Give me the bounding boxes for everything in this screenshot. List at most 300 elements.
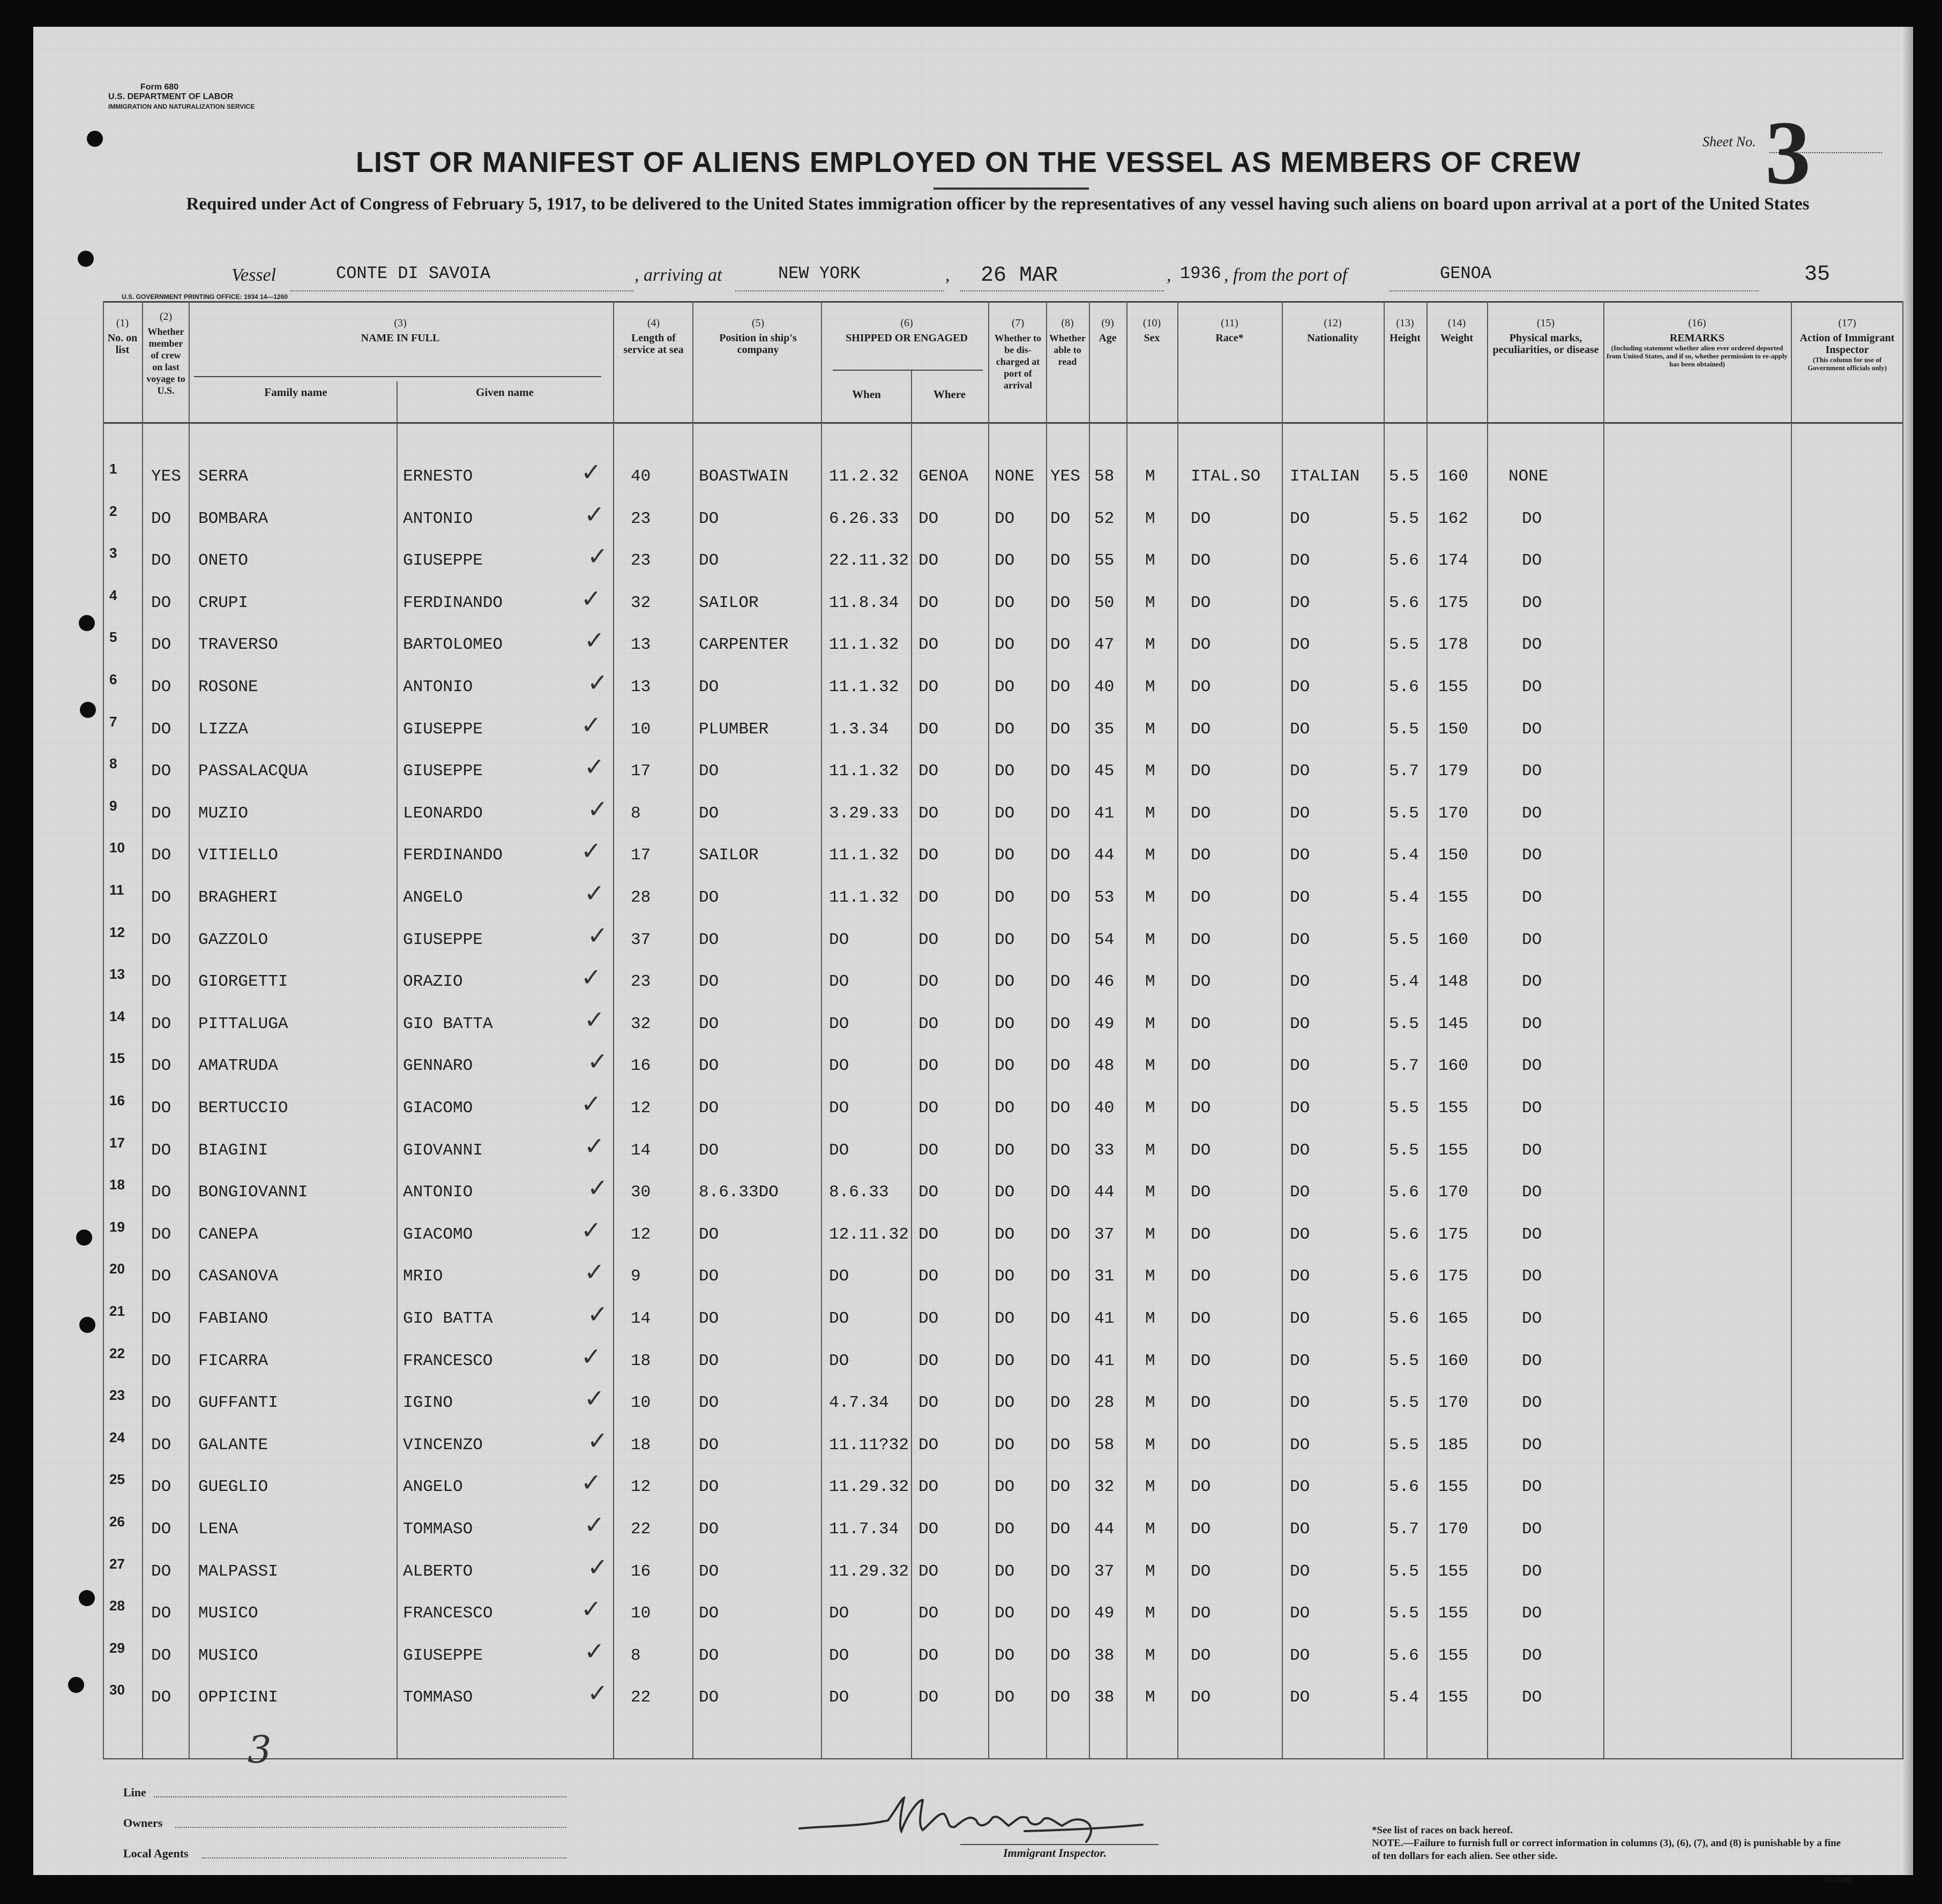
check-mark-icon: ✓ bbox=[587, 1552, 608, 1581]
weight-cell: 155 bbox=[1438, 1141, 1468, 1160]
check-mark-icon: ✓ bbox=[581, 1468, 602, 1497]
service-length-cell: 16 bbox=[631, 1562, 651, 1581]
sex-cell: M bbox=[1145, 635, 1155, 655]
position-cell: DO bbox=[699, 1267, 719, 1286]
binder-hole bbox=[68, 1677, 84, 1693]
given-name-cell: ANTONIO bbox=[403, 1183, 473, 1202]
service-length-cell: 12 bbox=[631, 1478, 651, 1497]
service-length-cell: 14 bbox=[631, 1141, 651, 1160]
weight-cell: 175 bbox=[1438, 1225, 1468, 1244]
discharge-cell: NONE bbox=[995, 467, 1035, 486]
service-length-cell: 10 bbox=[631, 1604, 651, 1623]
physical-marks-cell: DO bbox=[1522, 1014, 1542, 1033]
check-mark-icon: ✓ bbox=[587, 1426, 608, 1455]
shipped-where-cell: DO bbox=[918, 972, 939, 992]
title-underline bbox=[933, 188, 1089, 190]
race-cell: DO bbox=[1191, 1688, 1211, 1707]
height-cell: 5.5 bbox=[1389, 635, 1419, 655]
service-length-cell: 8 bbox=[631, 1646, 641, 1665]
service-length-cell: 10 bbox=[631, 1393, 651, 1413]
family-name-cell: ONETO bbox=[198, 551, 249, 571]
family-name-cell: CASANOVA bbox=[198, 1267, 278, 1286]
nationality-cell: DO bbox=[1290, 635, 1310, 655]
service-length-cell: 9 bbox=[631, 1267, 641, 1286]
shipped-when-cell: DO bbox=[829, 1688, 849, 1707]
shipped-where-cell: DO bbox=[918, 678, 939, 696]
discharge-cell: DO bbox=[995, 1141, 1015, 1160]
table-row bbox=[103, 1594, 1903, 1645]
previous-voyage-cell: DO bbox=[151, 509, 171, 528]
check-mark-icon: ✓ bbox=[584, 1384, 605, 1413]
shipped-when-cell: 11.1.32 bbox=[829, 762, 899, 781]
check-mark-icon: ✓ bbox=[581, 1215, 602, 1245]
races-note: *See list of races on back hereof. bbox=[1372, 1825, 1513, 1836]
discharge-cell: DO bbox=[995, 1562, 1015, 1581]
able-to-read-cell: DO bbox=[1050, 678, 1071, 696]
service-length-cell: 40 bbox=[631, 467, 651, 486]
check-mark-icon: ✓ bbox=[587, 542, 608, 571]
table-row bbox=[103, 879, 1903, 929]
physical-marks-cell: DO bbox=[1522, 678, 1542, 696]
previous-voyage-cell: DO bbox=[151, 1688, 171, 1707]
weight-cell: 160 bbox=[1438, 1351, 1468, 1370]
given-name-cell: ANTONIO bbox=[403, 678, 473, 696]
able-to-read-cell: DO bbox=[1050, 1520, 1071, 1539]
discharge-cell: DO bbox=[995, 1099, 1015, 1118]
shipped-where-cell: DO bbox=[918, 1099, 939, 1118]
shipped-where-cell: DO bbox=[918, 1646, 939, 1665]
crew-table bbox=[103, 301, 1903, 1758]
nationality-cell: DO bbox=[1290, 846, 1310, 865]
able-to-read-cell: DO bbox=[1050, 1688, 1071, 1707]
col-header-previous-voyage: (2) Whether member of crew on last voyage to U.S. bbox=[146, 311, 185, 396]
race-cell: DO bbox=[1191, 762, 1211, 781]
sex-cell: M bbox=[1145, 1351, 1155, 1370]
height-cell: 5.5 bbox=[1389, 1604, 1419, 1623]
discharge-cell: DO bbox=[995, 1351, 1015, 1370]
age-cell: 47 bbox=[1094, 635, 1115, 655]
binder-hole bbox=[87, 131, 103, 147]
shipped-where-cell: DO bbox=[918, 1351, 939, 1370]
service-length-cell: 8 bbox=[631, 804, 641, 823]
shipped-when-cell: DO bbox=[829, 1014, 849, 1033]
shipped-where-cell: DO bbox=[918, 846, 939, 865]
position-cell: DO bbox=[699, 1056, 719, 1076]
position-cell: DO bbox=[699, 1014, 719, 1033]
check-mark-icon: ✓ bbox=[584, 879, 605, 908]
shipped-where-cell: DO bbox=[918, 1393, 939, 1413]
binder-hole bbox=[79, 1590, 95, 1606]
family-name-cell: LENA bbox=[198, 1520, 238, 1539]
physical-marks-cell: DO bbox=[1522, 635, 1542, 655]
arriving-label: , arriving at bbox=[634, 265, 722, 285]
race-cell: DO bbox=[1191, 1435, 1211, 1455]
tally-mark: 3 bbox=[248, 1728, 272, 1772]
given-name-cell: ALBERTO bbox=[403, 1562, 473, 1581]
family-name-cell: BERTUCCIO bbox=[198, 1099, 288, 1118]
port-dotline bbox=[735, 290, 944, 291]
sex-cell: M bbox=[1145, 762, 1155, 781]
check-mark-icon: ✓ bbox=[581, 1341, 602, 1371]
sex-cell: M bbox=[1145, 509, 1155, 528]
race-cell: DO bbox=[1191, 1099, 1211, 1118]
row-number: 26 bbox=[109, 1513, 125, 1530]
shipped-when-cell: DO bbox=[829, 1267, 849, 1286]
shipped-when-cell: 8.6.33 bbox=[829, 1183, 889, 1202]
previous-voyage-cell: DO bbox=[151, 804, 171, 823]
service-length-cell: 32 bbox=[631, 1014, 651, 1033]
shipped-where-cell: DO bbox=[918, 593, 939, 612]
height-cell: 5.5 bbox=[1389, 930, 1419, 949]
able-to-read-cell: DO bbox=[1050, 1056, 1071, 1076]
height-cell: 5.7 bbox=[1389, 1520, 1419, 1539]
race-cell: DO bbox=[1191, 846, 1211, 865]
inspector-signature bbox=[794, 1781, 1180, 1847]
check-mark-icon: ✓ bbox=[587, 1678, 608, 1708]
discharge-cell: DO bbox=[995, 1435, 1015, 1455]
row-number: 5 bbox=[109, 629, 117, 646]
shipped-where-cell: DO bbox=[918, 719, 939, 739]
position-cell: DO bbox=[699, 930, 719, 949]
date-dotline bbox=[960, 290, 1164, 291]
table-row bbox=[103, 836, 1903, 887]
page-subtitle: Required under Act of Congress of February 5, 1917, to be delivered to the United States immigration officer by the representatives of any vessel having such aliens on board upon arrival at a port of the United States bbox=[186, 194, 1810, 214]
shipped-where-cell: DO bbox=[918, 1562, 939, 1581]
physical-marks-cell: DO bbox=[1522, 888, 1542, 907]
height-cell: 5.7 bbox=[1389, 1056, 1419, 1076]
service-length-cell: 13 bbox=[631, 635, 651, 655]
service-name: IMMIGRATION AND NATURALIZATION SERVICE bbox=[108, 103, 255, 110]
check-mark-icon: ✓ bbox=[587, 1047, 608, 1076]
binder-hole bbox=[79, 1317, 95, 1333]
previous-voyage-cell: DO bbox=[151, 719, 171, 739]
age-cell: 49 bbox=[1094, 1014, 1115, 1033]
table-row bbox=[103, 1341, 1903, 1393]
shipped-where-cell: DO bbox=[918, 1225, 939, 1244]
height-cell: 5.6 bbox=[1389, 1646, 1419, 1665]
weight-cell: 150 bbox=[1438, 719, 1468, 739]
height-cell: 5.6 bbox=[1389, 593, 1419, 612]
discharge-cell: DO bbox=[995, 1309, 1015, 1328]
nationality-cell: DO bbox=[1290, 1351, 1310, 1370]
table-row bbox=[103, 794, 1903, 845]
col-header-position: (5) Position in ship's company bbox=[719, 317, 797, 356]
form-number: Form 680 bbox=[140, 83, 179, 92]
able-to-read-cell: DO bbox=[1050, 972, 1071, 992]
row-number: 2 bbox=[109, 503, 117, 519]
given-name-cell: ERNESTO bbox=[403, 467, 473, 486]
age-cell: 49 bbox=[1094, 1604, 1115, 1623]
weight-cell: 162 bbox=[1438, 509, 1468, 528]
row-number: 16 bbox=[109, 1092, 125, 1108]
shipped-where-cell: DO bbox=[918, 1141, 939, 1160]
given-name-cell: FRANCESCO bbox=[403, 1351, 493, 1370]
given-name-cell: GIUSEPPE bbox=[403, 1646, 483, 1665]
shipped-when-cell: 11.1.32 bbox=[829, 888, 899, 907]
physical-marks-cell: DO bbox=[1522, 972, 1542, 992]
given-name-cell: TOMMASO bbox=[403, 1688, 473, 1707]
weight-cell: 155 bbox=[1438, 678, 1468, 696]
position-cell: 8.6.33DO bbox=[699, 1183, 779, 1202]
height-cell: 5.6 bbox=[1389, 1309, 1419, 1328]
nationality-cell: DO bbox=[1290, 593, 1310, 612]
shipped-when-cell: 22.11.32 bbox=[829, 551, 909, 571]
age-cell: 31 bbox=[1094, 1267, 1115, 1286]
able-to-read-cell: DO bbox=[1050, 1435, 1071, 1455]
given-name-cell: FERDINANDO bbox=[403, 846, 503, 865]
height-cell: 5.5 bbox=[1389, 719, 1419, 739]
row-number: 6 bbox=[109, 671, 117, 687]
shipped-where-cell: DO bbox=[918, 551, 939, 571]
race-cell: DO bbox=[1191, 1267, 1211, 1286]
service-length-cell: 12 bbox=[631, 1225, 651, 1244]
nationality-cell: DO bbox=[1290, 1309, 1310, 1328]
age-cell: 54 bbox=[1094, 930, 1115, 949]
race-cell: DO bbox=[1191, 1141, 1211, 1160]
physical-marks-cell: DO bbox=[1522, 930, 1542, 949]
race-cell: DO bbox=[1191, 1183, 1211, 1202]
race-cell: DO bbox=[1191, 509, 1211, 528]
check-mark-icon: ✓ bbox=[584, 752, 605, 782]
table-row bbox=[103, 499, 1903, 551]
table-row bbox=[103, 1173, 1903, 1224]
position-cell: SAILOR bbox=[699, 846, 759, 865]
given-name-cell: LEONARDO bbox=[403, 804, 483, 823]
col-header-shipped: (6) SHIPPED OR ENGAGED bbox=[846, 317, 968, 344]
col-header-family-name: Family name bbox=[264, 386, 327, 399]
service-length-cell: 18 bbox=[631, 1435, 651, 1455]
position-cell: DO bbox=[699, 678, 719, 696]
age-cell: 37 bbox=[1094, 1562, 1115, 1581]
sex-cell: M bbox=[1145, 1225, 1155, 1244]
nationality-cell: DO bbox=[1290, 804, 1310, 823]
discharge-cell: DO bbox=[995, 509, 1015, 528]
family-name-cell: FABIANO bbox=[198, 1309, 268, 1328]
page-title: LIST OR MANIFEST OF ALIENS EMPLOYED ON THE VESSEL AS MEMBERS OF CREW bbox=[355, 146, 1581, 178]
sex-cell: M bbox=[1145, 1267, 1155, 1286]
able-to-read-cell: DO bbox=[1050, 888, 1071, 907]
age-cell: 40 bbox=[1094, 1099, 1115, 1118]
given-name-cell: BARTOLOMEO bbox=[403, 635, 503, 655]
discharge-cell: DO bbox=[995, 762, 1015, 781]
form-code: 14—1260 bbox=[1824, 1876, 1853, 1884]
vessel-dotline bbox=[290, 290, 633, 291]
given-name-cell: GIACOMO bbox=[403, 1099, 473, 1118]
shipped-when-cell: DO bbox=[829, 1646, 849, 1665]
discharge-cell: DO bbox=[995, 804, 1015, 823]
race-cell: DO bbox=[1191, 972, 1211, 992]
shipped-where-cell: DO bbox=[918, 635, 939, 655]
previous-voyage-cell: DO bbox=[151, 1604, 171, 1623]
from-port-dotline bbox=[1389, 290, 1759, 291]
sex-cell: M bbox=[1145, 678, 1155, 696]
physical-marks-cell: NONE bbox=[1508, 467, 1549, 486]
row-number: 24 bbox=[109, 1429, 125, 1445]
age-cell: 48 bbox=[1094, 1056, 1115, 1076]
service-length-cell: 23 bbox=[631, 551, 651, 571]
able-to-read-cell: DO bbox=[1050, 593, 1071, 612]
family-name-cell: GAZZOLO bbox=[198, 930, 268, 949]
race-cell: DO bbox=[1191, 1646, 1211, 1665]
able-to-read-cell: DO bbox=[1050, 1478, 1071, 1497]
age-cell: 44 bbox=[1094, 846, 1115, 865]
physical-marks-cell: DO bbox=[1522, 1056, 1542, 1076]
previous-voyage-cell: DO bbox=[151, 888, 171, 907]
arrival-port: NEW YORK bbox=[778, 264, 861, 283]
shipped-when-cell: 12.11.32 bbox=[829, 1225, 909, 1244]
nationality-cell: DO bbox=[1290, 1225, 1310, 1244]
family-name-cell: GALANTE bbox=[198, 1435, 268, 1455]
nationality-cell: DO bbox=[1290, 1267, 1310, 1286]
shipped-when-cell: 3.29.33 bbox=[829, 804, 899, 823]
race-cell: DO bbox=[1191, 1351, 1211, 1370]
weight-cell: 165 bbox=[1438, 1309, 1468, 1328]
shipped-where-cell: DO bbox=[918, 1520, 939, 1539]
able-to-read-cell: DO bbox=[1050, 1099, 1071, 1118]
vessel-label: Vessel bbox=[231, 265, 277, 285]
check-mark-icon: ✓ bbox=[584, 1131, 605, 1160]
shipped-when-cell: 11.29.32 bbox=[829, 1478, 909, 1497]
nationality-cell: DO bbox=[1290, 1646, 1310, 1665]
weight-cell: 155 bbox=[1438, 1562, 1468, 1581]
position-cell: SAILOR bbox=[699, 593, 759, 612]
table-row bbox=[103, 583, 1903, 635]
row-number: 27 bbox=[109, 1555, 125, 1572]
age-cell: 41 bbox=[1094, 1309, 1115, 1328]
previous-voyage-cell: DO bbox=[151, 1351, 171, 1370]
race-cell: DO bbox=[1191, 1225, 1211, 1244]
row-number: 17 bbox=[109, 1134, 125, 1151]
able-to-read-cell: DO bbox=[1050, 1183, 1071, 1202]
previous-voyage-cell: DO bbox=[151, 1520, 171, 1539]
col-header-service: (4) Length of service at sea bbox=[623, 317, 684, 356]
col-header-number: (1) No. on list bbox=[107, 317, 138, 356]
nationality-cell: DO bbox=[1290, 1520, 1310, 1539]
binder-hole bbox=[80, 702, 96, 718]
row-number: 4 bbox=[109, 587, 117, 603]
shipped-where-cell: DO bbox=[918, 1688, 939, 1707]
service-length-cell: 10 bbox=[631, 719, 651, 739]
height-cell: 5.6 bbox=[1389, 1225, 1419, 1244]
table-row bbox=[103, 710, 1903, 761]
sex-cell: M bbox=[1145, 593, 1155, 612]
physical-marks-cell: DO bbox=[1522, 1604, 1542, 1623]
position-cell: DO bbox=[699, 888, 719, 907]
local-agents-label: Local Agents bbox=[123, 1847, 189, 1860]
physical-marks-cell: DO bbox=[1522, 762, 1542, 781]
able-to-read-cell: DO bbox=[1050, 635, 1071, 655]
table-row bbox=[103, 1089, 1903, 1140]
form-identifier bbox=[108, 83, 255, 111]
given-name-cell: GIUSEPPE bbox=[403, 930, 483, 949]
manifest-sheet: Form 680 U.S. DEPARTMENT OF LABOR IMMIGRATION AND NATURALIZATION SERVICE LIST OR MANIFEST OF ALIENS EMPLOYED ON THE VESSEL AS MEMBERS OF CREW Required under Act of Congress of February 5, 1917, to be delivered to the United States immigration officer by the representatives of any vessel having such aliens on board upon arrival at a port of the United States Sheet No. 3 Vessel CONTE DI SAVOIA , arriving at NEW YORK , 26 MAR , 1936 , from the port of GENOA 35 U.S. GOVERNMENT PRINTING OFFICE: 1934 14—1260 (1) No. on list (2) Whether member of crew on last voyage to U.S. (3) NAME IN FULL Family name Given name (4) Length of service at sea (5) Position in ship's company (6) SHIPPED OR ENGAGED When Where (7) Whether to be dis-charged at port of arrival (8) Whether able to read (9) Age (10) Sex (11) Race* (12) Nationality (13) Height (14) Weight (15) Physical marks, peculiarities, or disease (16) REMARKS (Including statement whether alien ever ordered deported from United States, and if so, whether permission to re-apply has been obtained) (17) Action of Immigrant Inspector (This column for use of Government officials only) 1 YES SERRA ERNESTO 40 BOASTWAIN 11.2.32 GENOA NONE YES 58 M ITAL.SO ITALIAN 5.5 160 NONE ✓ 2 DO BOMBARA ANTONIO 23 DO 6.26.33 DO DO DO 52 M DO DO 5.5 162 DO ✓ 3 DO ONETO GIUSEPPE 23 DO 22.11.32 DO DO DO 55 M DO DO 5.6 174 DO ✓ 4 DO CRUPI FERDINANDO 32 SAILOR 11.8.34 DO DO DO 50 M DO DO 5.6 175 DO ✓ 5 DO TRAVERSO BARTOLOMEO 13 CARPENTER 11.1.32 DO DO DO 47 M DO DO 5.5 178 DO ✓ 6 DO ROSONE ANTONIO 13 DO 11.1.32 DO DO DO 40 M DO DO 5.6 155 DO ✓ 7 DO LIZZA GIUSEPPE 10 PLUMBER 1.3.34 DO DO DO 35 M DO DO 5.5 150 DO ✓ 8 DO PASSALACQUA GIUSEPPE 17 DO 11.1.32 DO DO DO 45 M DO DO 5.7 179 DO ✓ 9 DO MUZIO LEONARDO 8 DO 3.29.33 DO DO DO 41 M DO DO 5.5 170 DO ✓ 10 DO VITIELLO FERDINANDO 17 SAILOR 11.1.32 DO DO DO 44 M DO DO 5.4 150 DO ✓ 11 DO BRAGHERI ANGELO 28 DO 11.1.32 DO DO DO 53 M DO DO 5.4 155 DO ✓ 12 DO GAZZOLO GIUSEPPE 37 DO DO DO DO DO 54 M DO DO 5.5 160 DO ✓ 13 DO GIORGETTI ORAZIO 23 DO DO DO DO DO 46 M DO DO 5.4 148 DO ✓ 14 DO PITTALUGA GIO BATTA 32 DO DO DO DO DO 49 M DO DO 5.5 145 DO ✓ 15 DO AMATRUDA GENNARO 16 DO DO DO DO DO 48 M DO DO 5.7 160 DO ✓ 16 DO BERTUCCIO GIACOMO 12 DO DO DO DO DO 40 M DO DO 5.5 155 DO ✓ 17 DO BIAGINI GIOVANNI 14 DO DO DO DO DO 33 M DO DO 5.5 155 DO ✓ 18 DO BONGIOVANNI ANTONIO 30 8.6.33DO 8.6.33 DO DO DO 44 M DO DO 5.6 170 DO ✓ 19 DO CANEPA GIACOMO 12 DO 12.11.32 DO DO DO 37 M DO DO 5.6 175 DO ✓ 20 DO CASANOVA MRIO 9 DO DO DO DO DO 31 M DO DO 5.6 175 DO ✓ 21 DO FABIANO GIO BATTA 14 DO DO DO DO DO 41 M DO DO 5.6 165 DO ✓ 22 DO FICARRA FRANCESCO 18 DO DO DO DO DO 41 M DO DO 5.5 160 DO ✓ 23 DO GUFFANTI IGINO 10 DO 4.7.34 DO DO DO 28 M DO DO 5.5 170 DO ✓ 24 DO GALANTE VINCENZO 18 DO 11.11?32 DO DO DO 58 M DO DO 5.5 185 DO ✓ 25 DO GUEGLIO ANGELO 12 DO 11.29.32 DO DO DO 32 M DO DO 5.6 155 DO ✓ 26 DO LENA TOMMASO 22 DO 11.7.34 DO DO DO 44 M DO DO 5.7 170 DO ✓ 27 DO MALPASSI ALBERTO 16 DO 11.29.32 DO DO DO 37 M DO DO 5.5 155 DO ✓ 28 DO MUSICO FRANCESCO 10 DO DO DO DO DO 49 M DO DO 5.5 155 DO ✓ 29 DO MUSICO GIUSEPPE 8 DO DO DO DO DO 38 M DO DO 5.6 155 DO ✓ 30 DO OPPICINI TOMMASO 22 DO DO DO DO DO 38 M DO DO 5.4 155 DO ✓ 3 Line Owners Local Agents Montgomery Immigrant Inspector. *See list of races on back hereof. NOTE.—Failure to furnish full or correct information in columns (3), (6), (7), and (8) is punishable by a fine of ten dollars for each alien. See other side. 14—1260 bbox=[33, 27, 1903, 1875]
previous-voyage-cell: DO bbox=[151, 930, 171, 949]
sex-cell: M bbox=[1145, 930, 1155, 949]
nationality-cell: DO bbox=[1290, 1562, 1310, 1581]
weight-cell: 185 bbox=[1438, 1435, 1468, 1455]
able-to-read-cell: DO bbox=[1050, 1225, 1071, 1244]
physical-marks-cell: DO bbox=[1522, 1478, 1542, 1497]
height-cell: 5.5 bbox=[1389, 804, 1419, 823]
shipped-when-cell: 6.26.33 bbox=[829, 509, 899, 528]
given-name-cell: GIUSEPPE bbox=[403, 719, 483, 739]
given-name-cell: GIACOMO bbox=[403, 1225, 473, 1244]
weight-cell: 170 bbox=[1438, 804, 1468, 823]
height-cell: 5.5 bbox=[1389, 1014, 1419, 1033]
discharge-cell: DO bbox=[995, 846, 1015, 865]
nationality-cell: DO bbox=[1290, 551, 1310, 571]
table-row bbox=[103, 1300, 1903, 1351]
previous-voyage-cell: DO bbox=[151, 551, 171, 571]
shipped-where-cell: DO bbox=[918, 888, 939, 907]
discharge-cell: DO bbox=[995, 1478, 1015, 1497]
nationality-cell: DO bbox=[1290, 762, 1310, 781]
failure-note: NOTE.—Failure to furnish full or correct information in columns (3), (6), (7), and (8) is punishable by a fine of ten dollars for each alien. See other side. bbox=[1372, 1838, 1841, 1862]
physical-marks-cell: DO bbox=[1522, 1183, 1542, 1202]
discharge-cell: DO bbox=[995, 1393, 1015, 1413]
previous-voyage-cell: DO bbox=[151, 1225, 171, 1244]
table-row bbox=[103, 1215, 1903, 1266]
weight-cell: 160 bbox=[1438, 467, 1468, 486]
nationality-cell: DO bbox=[1290, 1393, 1310, 1413]
race-cell: DO bbox=[1191, 678, 1211, 696]
height-cell: 5.5 bbox=[1389, 509, 1419, 528]
family-name-cell: CRUPI bbox=[198, 593, 249, 612]
row-number: 13 bbox=[109, 966, 125, 983]
row-number: 12 bbox=[109, 924, 125, 940]
given-name-cell: TOMMASO bbox=[403, 1520, 473, 1539]
service-length-cell: 17 bbox=[631, 762, 651, 781]
arrival-year: 1936 bbox=[1180, 264, 1221, 283]
age-cell: 40 bbox=[1094, 678, 1115, 696]
family-name-cell: BIAGINI bbox=[198, 1141, 268, 1160]
height-cell: 5.5 bbox=[1389, 1435, 1419, 1455]
row-number: 29 bbox=[109, 1639, 125, 1656]
discharge-cell: DO bbox=[995, 1267, 1015, 1286]
check-mark-icon: ✓ bbox=[581, 1089, 602, 1118]
family-name-cell: SERRA bbox=[198, 467, 249, 486]
service-length-cell: 30 bbox=[631, 1183, 651, 1202]
from-port-label: , from the port of bbox=[1224, 265, 1348, 285]
position-cell: DO bbox=[699, 762, 719, 781]
binder-hole bbox=[76, 1230, 92, 1246]
col-header-name: (3) NAME IN FULL bbox=[361, 317, 440, 344]
weight-cell: 155 bbox=[1438, 1604, 1468, 1623]
previous-voyage-cell: DO bbox=[151, 678, 171, 696]
row-number: 1 bbox=[109, 461, 117, 477]
check-mark-icon: ✓ bbox=[584, 1005, 605, 1034]
physical-marks-cell: DO bbox=[1522, 1309, 1542, 1328]
table-row bbox=[103, 1257, 1903, 1308]
height-cell: 5.5 bbox=[1389, 1099, 1419, 1118]
table-row bbox=[103, 668, 1903, 719]
family-name-cell: PASSALACQUA bbox=[198, 762, 308, 781]
height-cell: 5.6 bbox=[1389, 1478, 1419, 1497]
weight-cell: 145 bbox=[1438, 1014, 1468, 1033]
owners-label: Owners bbox=[123, 1816, 163, 1830]
family-name-cell: BONGIOVANNI bbox=[198, 1183, 308, 1202]
shipped-when-cell: 1.3.34 bbox=[829, 719, 889, 739]
col-header-read: (8) Whether able to read bbox=[1049, 317, 1086, 367]
physical-marks-cell: DO bbox=[1522, 1351, 1542, 1370]
shipped-when-cell: DO bbox=[829, 1604, 849, 1623]
discharge-cell: DO bbox=[995, 635, 1015, 655]
age-cell: 33 bbox=[1094, 1141, 1115, 1160]
shipped-where-cell: DO bbox=[918, 1309, 939, 1328]
previous-voyage-cell: YES bbox=[151, 467, 181, 486]
row-number: 3 bbox=[109, 545, 117, 561]
department-name: U.S. DEPARTMENT OF LABOR bbox=[108, 92, 234, 101]
